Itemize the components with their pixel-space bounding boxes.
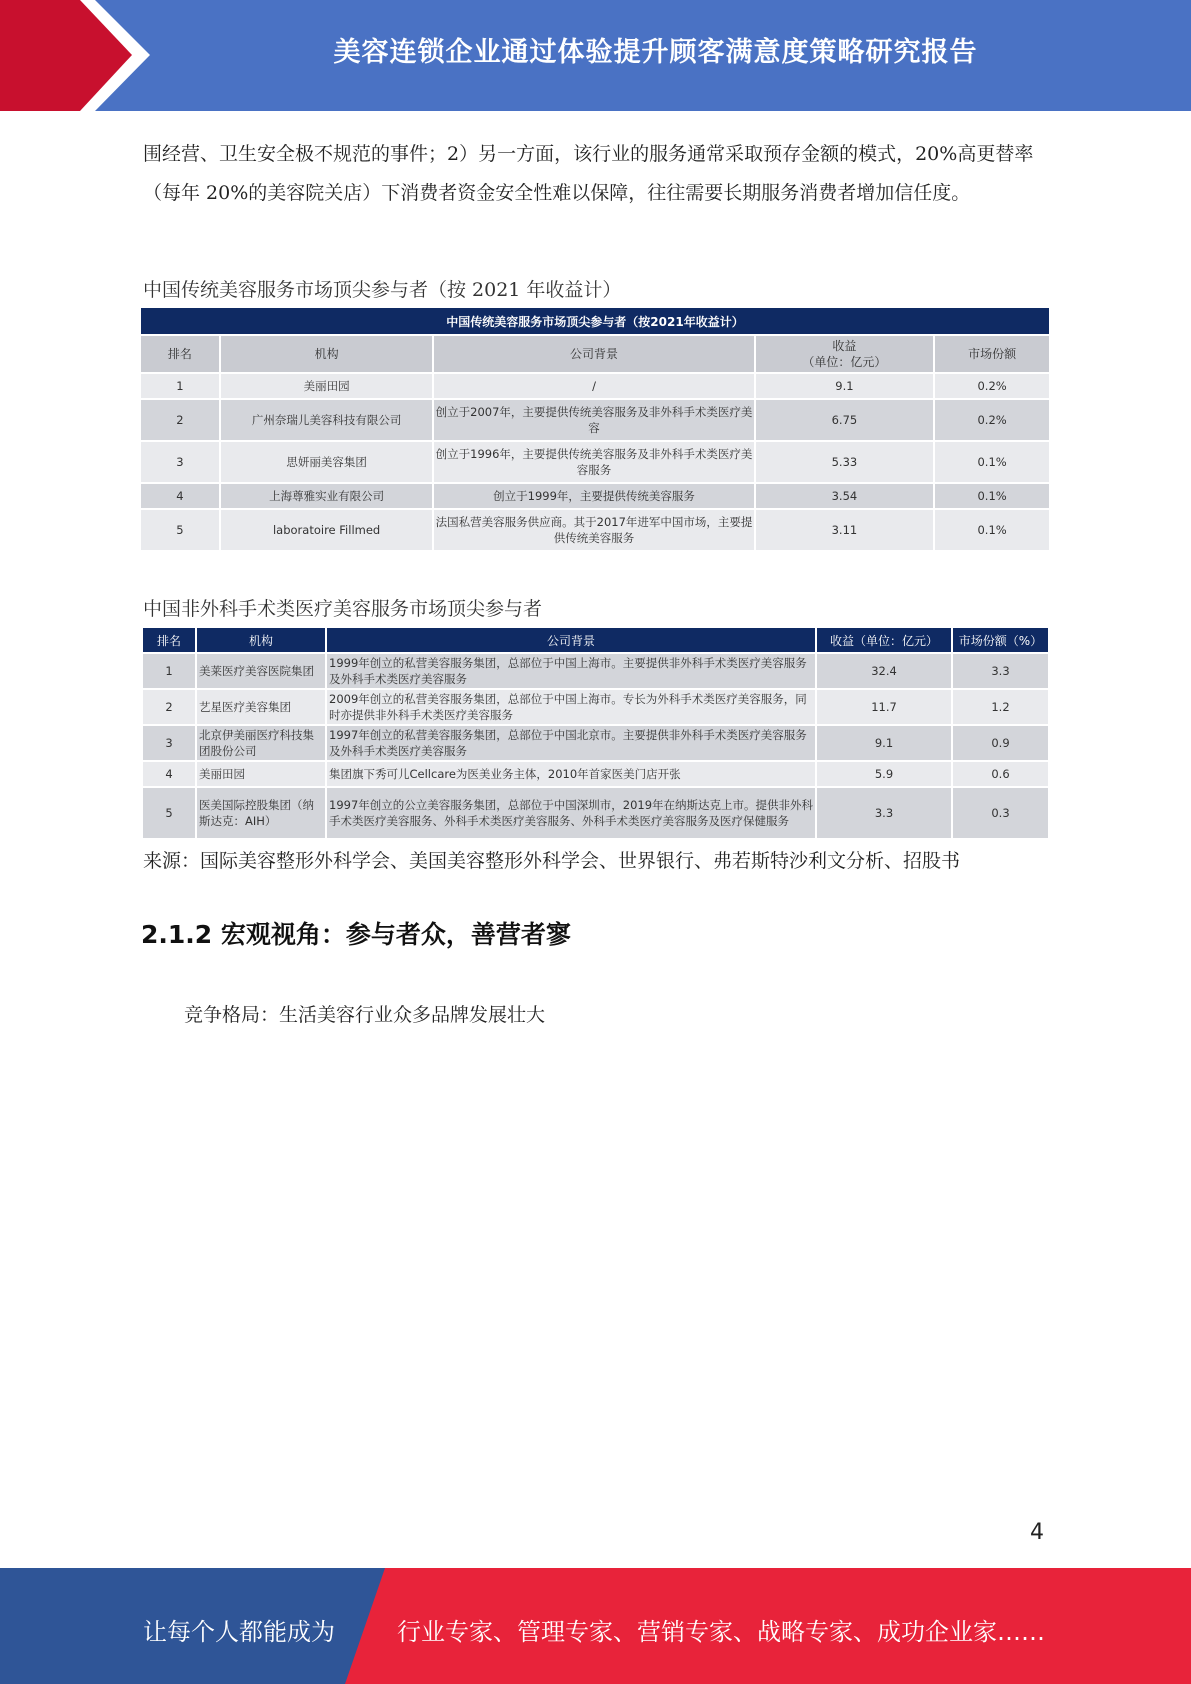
table-cell: 0.2% bbox=[935, 400, 1049, 440]
header-banner bbox=[0, 0, 1191, 111]
table-cell: 创立于1996年，主要提供传统美容服务及非外科手术类医疗美容服务 bbox=[434, 442, 753, 482]
table-medical-beauty bbox=[141, 626, 1050, 840]
table1-title: 中国传统美容服务市场顶尖参与者（按2021年收益计） bbox=[141, 308, 1049, 334]
table-cell: 3.54 bbox=[756, 484, 934, 508]
table-cell: 1 bbox=[143, 654, 195, 688]
table-row bbox=[143, 788, 1048, 838]
table-cell: 0.6 bbox=[953, 762, 1048, 786]
table-traditional-beauty bbox=[139, 306, 1051, 552]
table-cell: 0.9 bbox=[953, 726, 1048, 760]
table-cell: 3 bbox=[141, 442, 219, 482]
table-cell: 3.11 bbox=[756, 510, 934, 550]
table-row bbox=[143, 654, 1048, 688]
table-cell: 3 bbox=[143, 726, 195, 760]
footer-slogan-left: 让每个人都能成为 bbox=[143, 1618, 335, 1646]
table-cell: 2 bbox=[141, 400, 219, 440]
sub-paragraph: 竞争格局：生活美容行业众多品牌发展壮大 bbox=[184, 1004, 546, 1026]
table-cell: / bbox=[434, 374, 753, 398]
footer-banner bbox=[0, 1568, 1191, 1684]
table1-header-cell: 公司背景 bbox=[434, 336, 753, 372]
table-cell: 11.7 bbox=[817, 690, 951, 724]
table-cell: 9.1 bbox=[756, 374, 934, 398]
page-number: 4 bbox=[1030, 1520, 1044, 1545]
table-cell: 4 bbox=[141, 484, 219, 508]
table-cell: 6.75 bbox=[756, 400, 934, 440]
table-cell: 0.3 bbox=[953, 788, 1048, 838]
table-cell: 0.1% bbox=[935, 442, 1049, 482]
section-heading: 2.1.2 宏观视角：参与者众，善营者寥 bbox=[141, 920, 571, 949]
table1-caption: 中国传统美容服务市场顶尖参与者（按 2021 年收益计） bbox=[143, 279, 622, 301]
footer-slogan-right: 行业专家、管理专家、营销专家、战略专家、成功企业家…… bbox=[397, 1618, 1045, 1646]
table-cell: 0.1% bbox=[935, 484, 1049, 508]
table-row bbox=[143, 762, 1048, 786]
table2-caption: 中国非外科手术类医疗美容服务市场顶尖参与者 bbox=[143, 598, 543, 620]
table-cell: 1999年创立的私营美容服务集团，总部位于中国上海市。主要提供非外科手术类医疗美容服务及外科手术类医疗美容服务 bbox=[327, 654, 815, 688]
table1-header-cell: 市场份额 bbox=[935, 336, 1049, 372]
body-paragraph: 围经营、卫生安全极不规范的事件；2）另一方面，该行业的服务通常采取预存金额的模式，20%高更替率（每年 20%的美容院关店）下消费者资金安全性难以保障，往往需要长期服务消费者增加信任度。 bbox=[143, 143, 1034, 204]
table-row bbox=[141, 374, 1049, 398]
table-cell: 创立于1999年，主要提供传统美容服务 bbox=[434, 484, 753, 508]
table-cell: 集团旗下秀可儿Cellcare为医美业务主体，2010年首家医美门店开张 bbox=[327, 762, 815, 786]
table-cell: 1.2 bbox=[953, 690, 1048, 724]
table-row bbox=[141, 442, 1049, 482]
table-cell: 北京伊美丽医疗科技集团股份公司 bbox=[197, 726, 325, 760]
table-row bbox=[141, 400, 1049, 440]
table-cell: 5 bbox=[141, 510, 219, 550]
table1-header-row bbox=[141, 336, 1049, 372]
table1-header-cell: 排名 bbox=[141, 336, 219, 372]
table-cell: 艺星医疗美容集团 bbox=[197, 690, 325, 724]
table-cell: 4 bbox=[143, 762, 195, 786]
table-cell: 1997年创立的公立美容服务集团，总部位于中国深圳市，2019年在纳斯达克上市。提供非外科手术类医疗美容服务、外科手术类医疗美容服务、外科手术类医疗美容服务及医疗保健服务 bbox=[327, 788, 815, 838]
table2-header-cell: 公司背景 bbox=[327, 628, 815, 652]
report-title: 美容连锁企业通过体验提升顾客满意度策略研究报告 bbox=[333, 37, 978, 68]
table-cell: 2 bbox=[143, 690, 195, 724]
table-cell: 5 bbox=[143, 788, 195, 838]
source-note: 来源：国际美容整形外科学会、美国美容整形外科学会、世界银行、弗若斯特沙利文分析、招股书 bbox=[143, 850, 961, 872]
table-cell: 法国私营美容服务供应商。其于2017年进军中国市场，主要提供传统美容服务 bbox=[434, 510, 753, 550]
table1-header-cell: 收益 （单位：亿元） bbox=[756, 336, 934, 372]
table-cell: 0.1% bbox=[935, 510, 1049, 550]
table2-header-cell: 机构 bbox=[197, 628, 325, 652]
table-cell: 创立于2007年，主要提供传统美容服务及非外科手术类医疗美容 bbox=[434, 400, 753, 440]
table-cell: 2009年创立的私营美容服务集团，总部位于中国上海市。专长为外科手术类医疗美容服务，同时亦提供非外科手术类医疗美容服务 bbox=[327, 690, 815, 724]
table-cell: 1997年创立的私营美容服务集团，总部位于中国北京市。主要提供非外科手术类医疗美容服务及外科手术类医疗美容服务 bbox=[327, 726, 815, 760]
table-row bbox=[143, 726, 1048, 760]
table-cell: 9.1 bbox=[817, 726, 951, 760]
table2-header-row bbox=[143, 628, 1048, 652]
table-cell: 美莱医疗美容医院集团 bbox=[197, 654, 325, 688]
table-cell: 3.3 bbox=[953, 654, 1048, 688]
table-cell: 美丽田园 bbox=[197, 762, 325, 786]
table-cell: 上海尊雅实业有限公司 bbox=[221, 484, 433, 508]
table-row bbox=[143, 690, 1048, 724]
table2-header-cell: 收益（单位：亿元） bbox=[817, 628, 951, 652]
table-cell: 32.4 bbox=[817, 654, 951, 688]
table2-header-cell: 市场份额（%） bbox=[953, 628, 1048, 652]
table-cell: 思妍丽美容集团 bbox=[221, 442, 433, 482]
table-cell: 5.33 bbox=[756, 442, 934, 482]
table-cell: 1 bbox=[141, 374, 219, 398]
table-row bbox=[141, 510, 1049, 550]
table-cell: 0.2% bbox=[935, 374, 1049, 398]
table-cell: 广州奈瑞儿美容科技有限公司 bbox=[221, 400, 433, 440]
table-cell: 医美国际控股集团（纳斯达克：AIH） bbox=[197, 788, 325, 838]
table-cell: 美丽田园 bbox=[221, 374, 433, 398]
table1-header-cell: 机构 bbox=[221, 336, 433, 372]
table-cell: 3.3 bbox=[817, 788, 951, 838]
table-cell: 5.9 bbox=[817, 762, 951, 786]
table-row bbox=[141, 484, 1049, 508]
table2-header-cell: 排名 bbox=[143, 628, 195, 652]
table-cell: laboratoire Fillmed bbox=[221, 510, 433, 550]
